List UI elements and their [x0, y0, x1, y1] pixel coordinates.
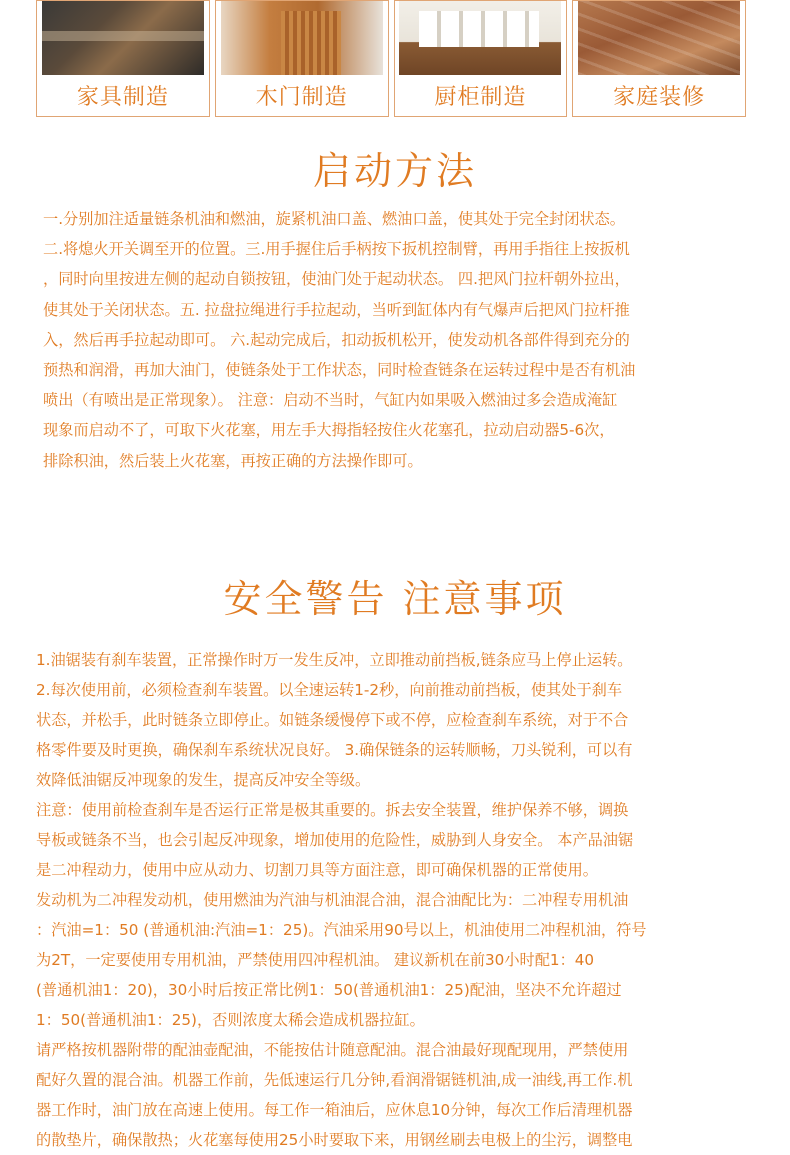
text-line: 为2T，一定要使用专用机油，严禁使用四冲程机油。 建议新机在前30小时配1：40	[36, 951, 595, 969]
category-label: 厨柜制造	[434, 85, 527, 110]
start-method-text	[43, 204, 753, 476]
text-line: 的散垫片，确保散热；火花塞每使用25小时要取下来，用钢丝刷去电极上的尘污，调整电	[36, 1131, 633, 1149]
category-card-furniture[interactable]	[36, 0, 210, 117]
text-line: 器工作时，油门放在高速上使用。每工作一箱油后，应休息10分钟，每次工作后清理机器	[36, 1101, 633, 1119]
text-line: ，同时向里按进左侧的起动自锁按钮，使油门处于起动状态。 四.把风门拉杆朝外拉出，	[43, 270, 630, 289]
category-label: 木门制造	[255, 85, 348, 110]
text-line: (普通机油1：20)，30小时后按正常比例1：50(普通机油1：25)配油，坚决不允许超过	[36, 981, 622, 999]
furniture-photo	[42, 1, 204, 75]
text-line: 导板或链条不当，也会引起反冲现象，增加使用的危险性，威胁到人身安全。 本产品油锯	[36, 831, 634, 849]
text-line: 注意：使用前检查刹车是否运行正常是极其重要的。拆去安全装置，维护保养不够，调换	[36, 801, 629, 819]
text-line: 发动机为二冲程发动机，使用燃油为汽油与机油混合油，混合油配比为：二冲程专用机油	[36, 891, 629, 909]
text-line: 状态，并松手，此时链条立即停止。如链条缓慢停下或不停，应检查刹车系统，对于不合	[36, 711, 629, 729]
text-line: 1：50(普通机油1：25)，否则浓度太稀会造成机器拉缸。	[36, 1011, 425, 1029]
safety-text	[36, 645, 751, 1155]
text-line: 1.油锯装有刹车装置，正常操作时万一发生反冲，立即推动前挡板,链条应马上停止运转。	[36, 651, 633, 669]
category-label: 家庭装修	[613, 85, 706, 110]
text-line: 是二冲程动力，使用中应从动力、切割刀具等方面注意，即可确保机器的正常使用。	[36, 861, 598, 879]
text-line: 配好久置的混合油。机器工作前，先低速运行几分钟,看润滑锯链机油,成一油线,再工作.机	[36, 1071, 633, 1089]
text-line: 一.分别加注适量链条机油和燃油，旋紧机油口盖、燃油口盖，使其处于完全封闭状态。	[43, 210, 625, 228]
category-card-home-decoration[interactable]	[572, 0, 746, 117]
text-line: 格零件要及时更换，确保刹车系统状况良好。 3.确保链条的运转顺畅，刀头锐利，可以有	[36, 741, 633, 759]
text-line: 效降低油锯反冲现象的发生，提高反冲安全等级。	[36, 771, 371, 789]
application-categories	[36, 0, 746, 117]
wooden-door-photo	[221, 1, 383, 75]
text-line: 喷出（有喷出是正常现象）。 注意：启动不当时，气缸内如果吸入燃油过多会造成淹缸	[43, 391, 618, 410]
text-line: 请严格按机器附带的配油壶配油，不能按估计随意配油。混合油最好现配现用，严禁使用	[36, 1041, 629, 1059]
category-label: 家具制造	[76, 85, 169, 110]
home-decoration-photo	[578, 1, 740, 75]
text-line: 2.每次使用前，必须检查刹车装置。以全速运转1-2秒，向前推动前挡板，使其处于刹车	[36, 681, 623, 699]
text-line: 排除积油，然后装上火花塞，再按正确的方法操作即可。	[43, 451, 423, 470]
safety-warning-heading: 安全警告 注意事项	[223, 577, 567, 621]
start-method-heading: 启动方法	[312, 149, 477, 193]
text-line: 预热和润滑，再加大油门，使链条处于工作状态，同时检查链条在运转过程中是否有机油	[43, 360, 636, 379]
category-card-wooden-door[interactable]	[215, 0, 389, 117]
text-line: 二.将熄火开关调至开的位置。三.用手握住后手柄按下扳机控制臂，再用手指往上按扳机	[43, 240, 630, 259]
text-line: 使其处于关闭状态。五. 拉盘拉绳进行手拉起动，当听到缸体内有气爆声后把风门拉杆推	[43, 300, 630, 319]
text-line: 入，然后再手拉起动即可。 六.起动完成后，扣动扳机松开，使发动机各部件得到充分的	[43, 330, 630, 349]
text-line: ：汽油=1：50 (普通机油:汽油=1：25)。汽油采用90号以上，机油使用二冲程机油，符号	[36, 921, 647, 939]
text-line: 现象而启动不了，可取下火花塞，用左手大拇指轻按住火花塞孔，拉动启动器5-6次，	[43, 421, 615, 440]
kitchen-cabinet-photo	[399, 1, 561, 75]
category-card-kitchen-cabinet[interactable]	[394, 0, 568, 117]
